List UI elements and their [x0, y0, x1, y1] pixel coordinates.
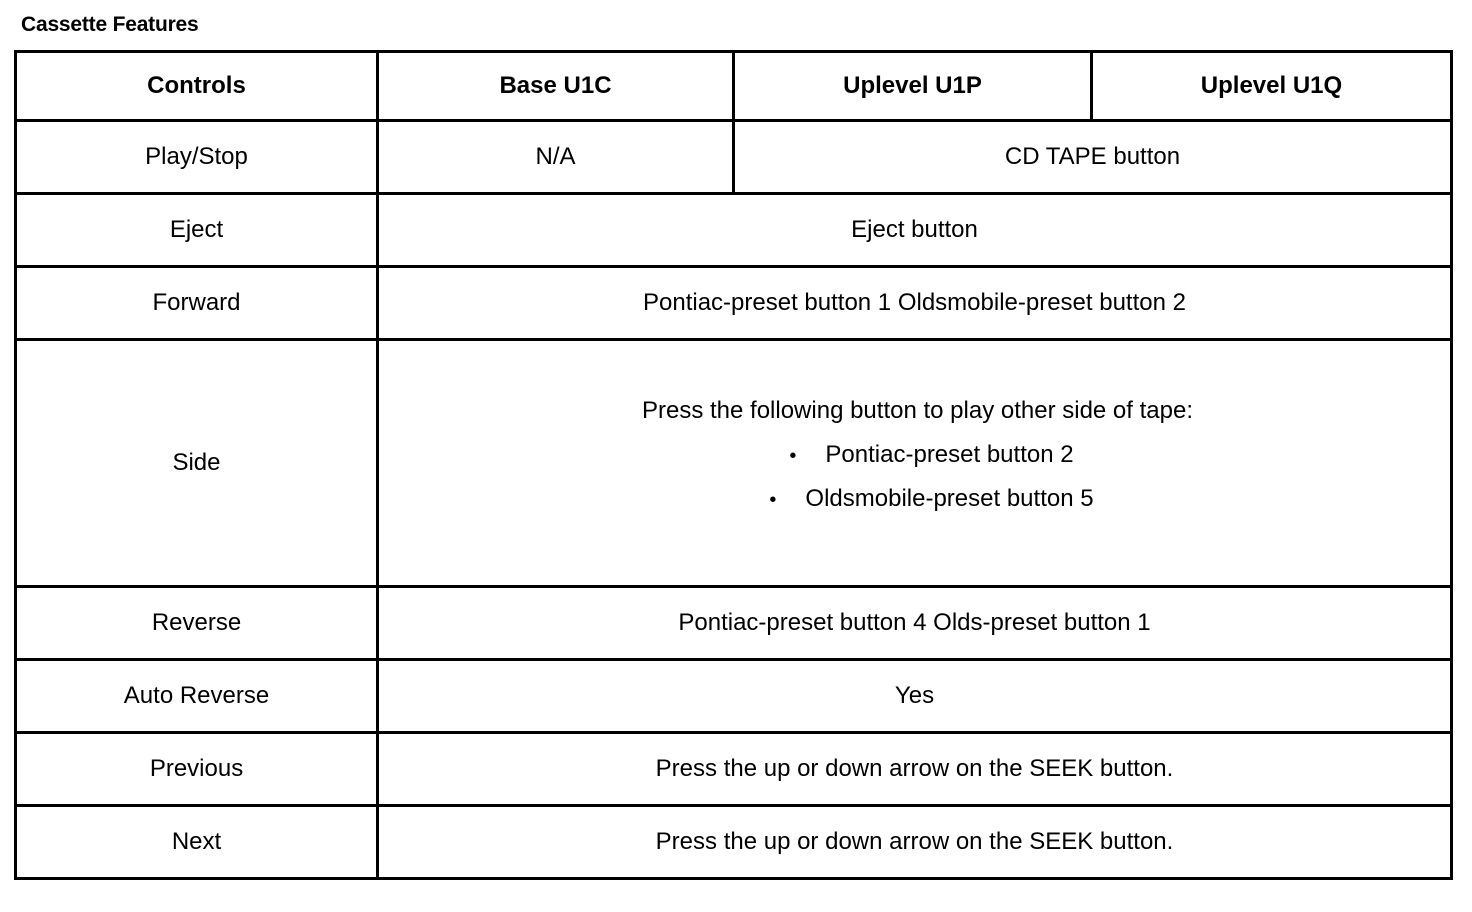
table-row-next — [16, 806, 1452, 879]
row-value: Pontiac-preset button 4 Olds-preset button 1 — [378, 587, 1452, 660]
row-label: Auto Reverse — [16, 660, 378, 733]
row-value: Press the up or down arrow on the SEEK button. — [378, 806, 1452, 879]
row-value: Press the up or down arrow on the SEEK button. — [378, 733, 1452, 806]
header-controls: Controls — [16, 52, 378, 121]
cassette-features-table — [14, 50, 1453, 880]
bullet-icon: • — [789, 444, 797, 467]
table-row-side — [16, 340, 1452, 587]
list-item — [379, 486, 1450, 530]
side-intro-text: Press the following button to play other side of tape: — [641, 396, 1193, 424]
row-label: Eject — [16, 194, 378, 267]
side-bullet-list — [379, 442, 1450, 530]
header-base-u1c: Base U1C — [378, 52, 734, 121]
header-uplevel-u1q: Uplevel U1Q — [1092, 52, 1452, 121]
header-uplevel-u1p: Uplevel U1P — [734, 52, 1092, 121]
row-label: Forward — [16, 267, 378, 340]
row-value — [378, 340, 1452, 587]
row-label: Play/Stop — [16, 121, 378, 194]
row-value: Pontiac-preset button 1 Oldsmobile-preset button 2 — [378, 267, 1452, 340]
row-label: Next — [16, 806, 378, 879]
table-row-forward — [16, 267, 1452, 340]
row-label: Previous — [16, 733, 378, 806]
row-label: Reverse — [16, 587, 378, 660]
table-row-play-stop — [16, 121, 1452, 194]
bullet-icon: • — [769, 488, 777, 511]
table-row-eject — [16, 194, 1452, 267]
table-row-auto-reverse — [16, 660, 1452, 733]
list-item — [379, 442, 1450, 486]
table-row-previous — [16, 733, 1452, 806]
row-value-uplevel: CD TAPE button — [734, 121, 1452, 194]
list-item-text: Pontiac-preset button 2 — [825, 440, 1074, 468]
row-value-base: N/A — [378, 121, 734, 194]
row-value: Eject button — [378, 194, 1452, 267]
row-label: Side — [16, 340, 378, 587]
table-caption: Cassette Features — [21, 13, 199, 36]
list-item-text: Oldsmobile-preset button 5 — [805, 484, 1094, 512]
table-row-reverse — [16, 587, 1452, 660]
header-row — [16, 52, 1452, 121]
row-value: Yes — [378, 660, 1452, 733]
